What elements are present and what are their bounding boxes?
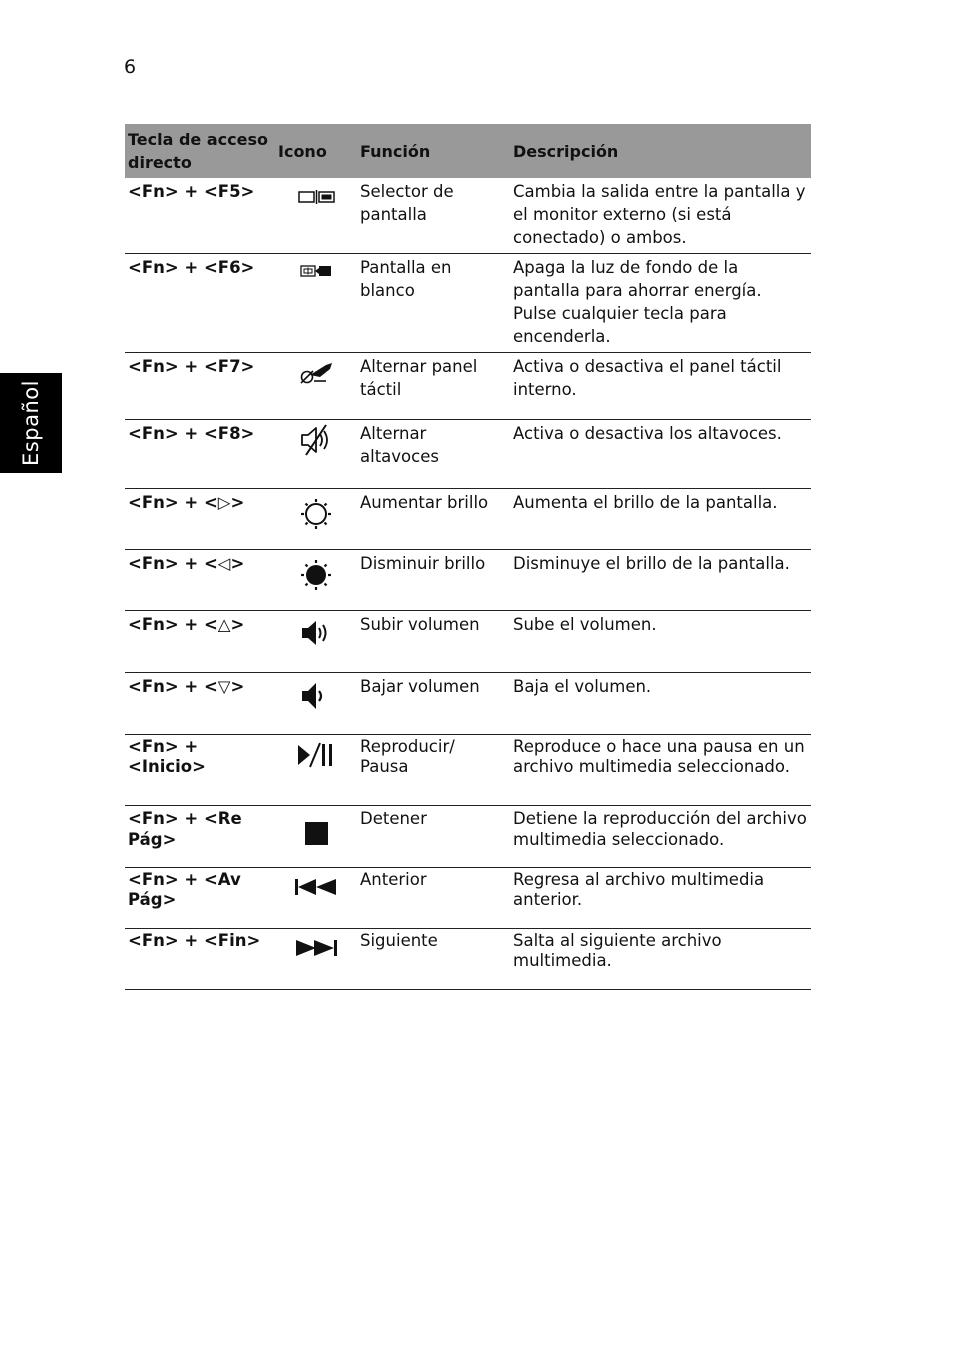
hotkey-cell: <Fn> + <▷> bbox=[125, 489, 275, 550]
table-row bbox=[125, 353, 811, 420]
icon-cell bbox=[275, 806, 357, 868]
icon-cell bbox=[275, 611, 357, 673]
icon-cell bbox=[275, 735, 357, 806]
description-cell: Disminuye el brillo de la pantalla. bbox=[510, 550, 811, 611]
table-row bbox=[125, 489, 811, 550]
function-cell: Anterior bbox=[357, 868, 510, 929]
header-icon: Icono bbox=[275, 124, 357, 178]
brightness-down-icon bbox=[296, 552, 336, 594]
icon-cell bbox=[275, 550, 357, 611]
stop-icon bbox=[296, 808, 336, 848]
icon-cell bbox=[275, 489, 357, 550]
hotkey-cell: <Fn> + <F5> bbox=[125, 178, 275, 254]
description-cell: Aumenta el brillo de la pantalla. bbox=[510, 489, 811, 550]
page-number: 6 bbox=[124, 56, 137, 78]
language-side-tab bbox=[0, 373, 62, 473]
touchpad-toggle-icon bbox=[296, 355, 336, 387]
table-header-row bbox=[125, 124, 811, 178]
hotkey-cell: <Fn> + <Inicio> bbox=[125, 735, 275, 806]
hotkey-cell: <Fn> + <◁> bbox=[125, 550, 275, 611]
function-cell: Aumentar brillo bbox=[357, 489, 510, 550]
icon-cell bbox=[275, 254, 357, 353]
description-cell: Detiene la reproducción del archivo multimedia seleccionado. bbox=[510, 806, 811, 868]
hotkey-cell: <Fn> + <F8> bbox=[125, 420, 275, 489]
volume-down-icon bbox=[296, 675, 336, 715]
speaker-mute-icon bbox=[296, 422, 336, 458]
icon-cell bbox=[275, 868, 357, 929]
description-cell: Salta al siguiente archivo multimedia. bbox=[510, 929, 811, 990]
hotkey-cell: <Fn> + <Fin> bbox=[125, 929, 275, 990]
table-row bbox=[125, 611, 811, 673]
description-cell: Activa o desactiva el panel táctil interno. bbox=[510, 353, 811, 420]
next-track-icon bbox=[292, 931, 340, 965]
icon-cell bbox=[275, 420, 357, 489]
hotkey-cell: <Fn> + <F6> bbox=[125, 254, 275, 353]
table-row bbox=[125, 673, 811, 735]
hotkey-cell: <Fn> + <Re Pág> bbox=[125, 806, 275, 868]
table-row bbox=[125, 550, 811, 611]
description-cell: Reproduce o hace una pausa en un archivo multimedia seleccionado. bbox=[510, 735, 811, 806]
previous-track-icon bbox=[292, 870, 340, 904]
function-cell: Detener bbox=[357, 806, 510, 868]
header-function: Función bbox=[357, 124, 510, 178]
table-row bbox=[125, 868, 811, 929]
function-cell: Reproducir/ Pausa bbox=[357, 735, 510, 806]
description-cell: Sube el volumen. bbox=[510, 611, 811, 673]
hotkey-cell: <Fn> + <Av Pág> bbox=[125, 868, 275, 929]
description-cell: Apaga la luz de fondo de la pantalla para ahorrar energía. Pulse cualquier tecla para encenderla. bbox=[510, 254, 811, 353]
description-cell: Activa o desactiva los altavoces. bbox=[510, 420, 811, 489]
table-row bbox=[125, 806, 811, 868]
header-description: Descripción bbox=[510, 124, 811, 178]
description-cell: Baja el volumen. bbox=[510, 673, 811, 735]
function-cell: Subir volumen bbox=[357, 611, 510, 673]
header-hotkey: Tecla de acceso directo bbox=[125, 124, 275, 178]
function-cell: Selector de pantalla bbox=[357, 178, 510, 254]
language-label: Español bbox=[19, 380, 43, 466]
table-row bbox=[125, 420, 811, 489]
function-cell: Pantalla en blanco bbox=[357, 254, 510, 353]
hotkey-table bbox=[125, 124, 811, 990]
function-cell: Alternar altavoces bbox=[357, 420, 510, 489]
screen-blank-icon bbox=[296, 256, 336, 284]
table-row bbox=[125, 178, 811, 254]
description-cell: Regresa al archivo multimedia anterior. bbox=[510, 868, 811, 929]
icon-cell bbox=[275, 353, 357, 420]
display-switch-icon bbox=[296, 180, 336, 208]
icon-cell bbox=[275, 929, 357, 990]
volume-up-icon bbox=[296, 613, 336, 651]
hotkey-cell: <Fn> + <△> bbox=[125, 611, 275, 673]
hotkey-cell: <Fn> + <F7> bbox=[125, 353, 275, 420]
brightness-up-icon bbox=[296, 491, 336, 533]
table-row bbox=[125, 254, 811, 353]
icon-cell bbox=[275, 673, 357, 735]
icon-cell bbox=[275, 178, 357, 254]
function-cell: Disminuir brillo bbox=[357, 550, 510, 611]
hotkey-cell: <Fn> + <▽> bbox=[125, 673, 275, 735]
description-cell: Cambia la salida entre la pantalla y el monitor externo (si está conectado) o ambos. bbox=[510, 178, 811, 254]
table-row bbox=[125, 929, 811, 990]
play-pause-icon bbox=[294, 737, 338, 773]
function-cell: Siguiente bbox=[357, 929, 510, 990]
table-row bbox=[125, 735, 811, 806]
function-cell: Bajar volumen bbox=[357, 673, 510, 735]
function-cell: Alternar panel táctil bbox=[357, 353, 510, 420]
